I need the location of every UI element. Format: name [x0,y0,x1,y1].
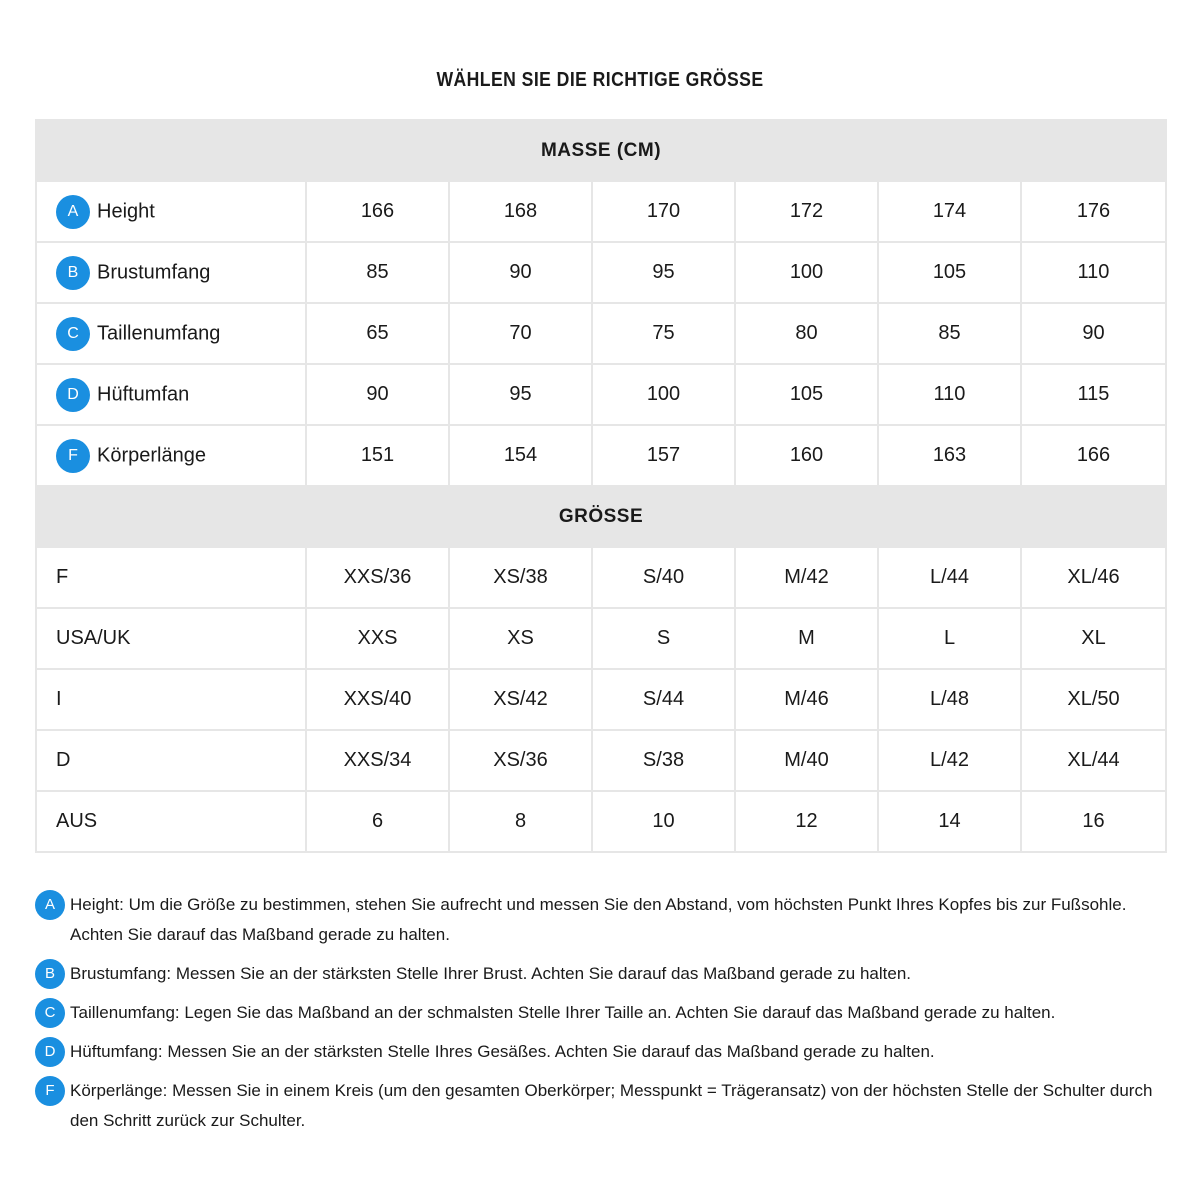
table-cell: 166 [1021,425,1166,486]
table-cell: XS [449,608,592,669]
table-cell: S/38 [592,730,735,791]
row-label: Hüftumfan [97,383,190,405]
table-row [36,242,1166,303]
measurements-header-row [36,120,1166,181]
table-cell: 10 [592,791,735,852]
page-title: WÄHLEN SIE DIE RICHTIGE GRÖSSE [436,69,764,91]
letter-badge: F [56,439,90,473]
table-cell: M/40 [735,730,878,791]
table-cell: 6 [306,791,449,852]
row-label-cell [36,242,306,303]
table-cell: 80 [735,303,878,364]
table-cell: XXS/34 [306,730,449,791]
letter-badge: A [56,195,90,229]
measurement-notes [35,890,1170,1145]
table-row [36,364,1166,425]
table-cell: 174 [878,181,1021,242]
table-cell: 154 [449,425,592,486]
row-label: Brustumfang [97,261,211,283]
row-label-cell [36,425,306,486]
table-cell: L/44 [878,547,1021,608]
table-row [36,730,1166,791]
row-label-cell [36,608,306,669]
table-row [36,425,1166,486]
table-cell: 75 [592,303,735,364]
table-cell: L/42 [878,730,1021,791]
row-label: Height [97,200,155,222]
note-text: Taillenumfang: Legen Sie das Maßband an der schmalsten Stelle Ihrer Taille an. Achten Sie darauf das Maßband gerade zu halten. [70,1003,1056,1022]
table-cell: 65 [306,303,449,364]
row-label: USA/UK [56,627,131,650]
table-cell: M [735,608,878,669]
table-cell: 85 [306,242,449,303]
table-cell: M/42 [735,547,878,608]
table-cell: XS/38 [449,547,592,608]
table-cell: M/46 [735,669,878,730]
table-cell: XXS/36 [306,547,449,608]
row-label-cell [36,669,306,730]
table-cell: 172 [735,181,878,242]
table-cell: 14 [878,791,1021,852]
table-cell: 105 [735,364,878,425]
table-cell: XL/46 [1021,547,1166,608]
letter-badge: C [56,317,90,351]
row-label-cell [36,181,306,242]
table-row [36,303,1166,364]
table-cell: L/48 [878,669,1021,730]
table-cell: 90 [306,364,449,425]
letter-badge: F [35,1076,65,1106]
letter-badge: A [35,890,65,920]
table-cell: 166 [306,181,449,242]
table-cell: L [878,608,1021,669]
sizes-header: GRÖSSE [36,486,1166,547]
letter-badge: C [35,998,65,1028]
table-cell: S/40 [592,547,735,608]
table-cell: 170 [592,181,735,242]
table-cell: S [592,608,735,669]
table-cell: 168 [449,181,592,242]
table-cell: 110 [1021,242,1166,303]
table-row [36,608,1166,669]
note-item [35,890,1170,950]
note-text: Körperlänge: Messen Sie in einem Kreis (um den gesamten Oberkörper; Messpunkt = Trägeransatz) von der höchsten Stelle der Schulter durch den Schritt zurück zur Schulter. [70,1081,1153,1130]
table-cell: XS/42 [449,669,592,730]
table-cell: 8 [449,791,592,852]
table-row [36,181,1166,242]
row-label-cell [36,364,306,425]
table-cell: S/44 [592,669,735,730]
table-cell: 157 [592,425,735,486]
table-cell: 100 [592,364,735,425]
size-chart-table [35,119,1167,853]
table-cell: 160 [735,425,878,486]
row-label: Taillenumfang [97,322,221,344]
row-label: F [56,566,69,589]
row-label: Körperlänge [97,444,206,466]
table-cell: XL/44 [1021,730,1166,791]
table-cell: XS/36 [449,730,592,791]
row-label-cell [36,730,306,791]
row-label-cell [36,547,306,608]
note-text: Hüftumfang: Messen Sie an der stärksten Stelle Ihres Gesäßes. Achten Sie darauf das Maßband gerade zu halten. [70,1042,935,1061]
table-cell: 16 [1021,791,1166,852]
note-item [35,1037,1170,1067]
table-cell: 115 [1021,364,1166,425]
table-cell: 151 [306,425,449,486]
table-cell: 90 [449,242,592,303]
table-cell: 90 [1021,303,1166,364]
note-text: Height: Um die Größe zu bestimmen, stehen Sie aufrecht und messen Sie den Abstand, vom höchsten Punkt Ihres Kopfes bis zur Fußsohle. Achten Sie darauf das Maßband gerade zu halten. [70,895,1127,944]
table-cell: 85 [878,303,1021,364]
table-cell: 95 [449,364,592,425]
table-row [36,669,1166,730]
row-label-cell [36,303,306,364]
table-cell: XXS/40 [306,669,449,730]
table-cell: 12 [735,791,878,852]
measurements-header: MASSE (CM) [36,120,1166,181]
letter-badge: D [56,378,90,412]
table-cell: XL [1021,608,1166,669]
table-cell: 176 [1021,181,1166,242]
letter-badge: B [56,256,90,290]
note-item [35,959,1170,989]
table-cell: 105 [878,242,1021,303]
table-cell: XXS [306,608,449,669]
row-label: D [56,749,71,772]
table-cell: 163 [878,425,1021,486]
table-cell: XL/50 [1021,669,1166,730]
row-label: AUS [56,810,98,833]
note-item [35,1076,1170,1136]
sizes-header-row [36,486,1166,547]
table-cell: 110 [878,364,1021,425]
table-row [36,791,1166,852]
table-cell: 100 [735,242,878,303]
row-label-cell [36,791,306,852]
table-row [36,547,1166,608]
note-item [35,998,1170,1028]
note-text: Brustumfang: Messen Sie an der stärksten Stelle Ihrer Brust. Achten Sie darauf das Maßband gerade zu halten. [70,964,912,983]
table-cell: 70 [449,303,592,364]
letter-badge: D [35,1037,65,1067]
letter-badge: B [35,959,65,989]
table-cell: 95 [592,242,735,303]
row-label: I [56,688,62,711]
